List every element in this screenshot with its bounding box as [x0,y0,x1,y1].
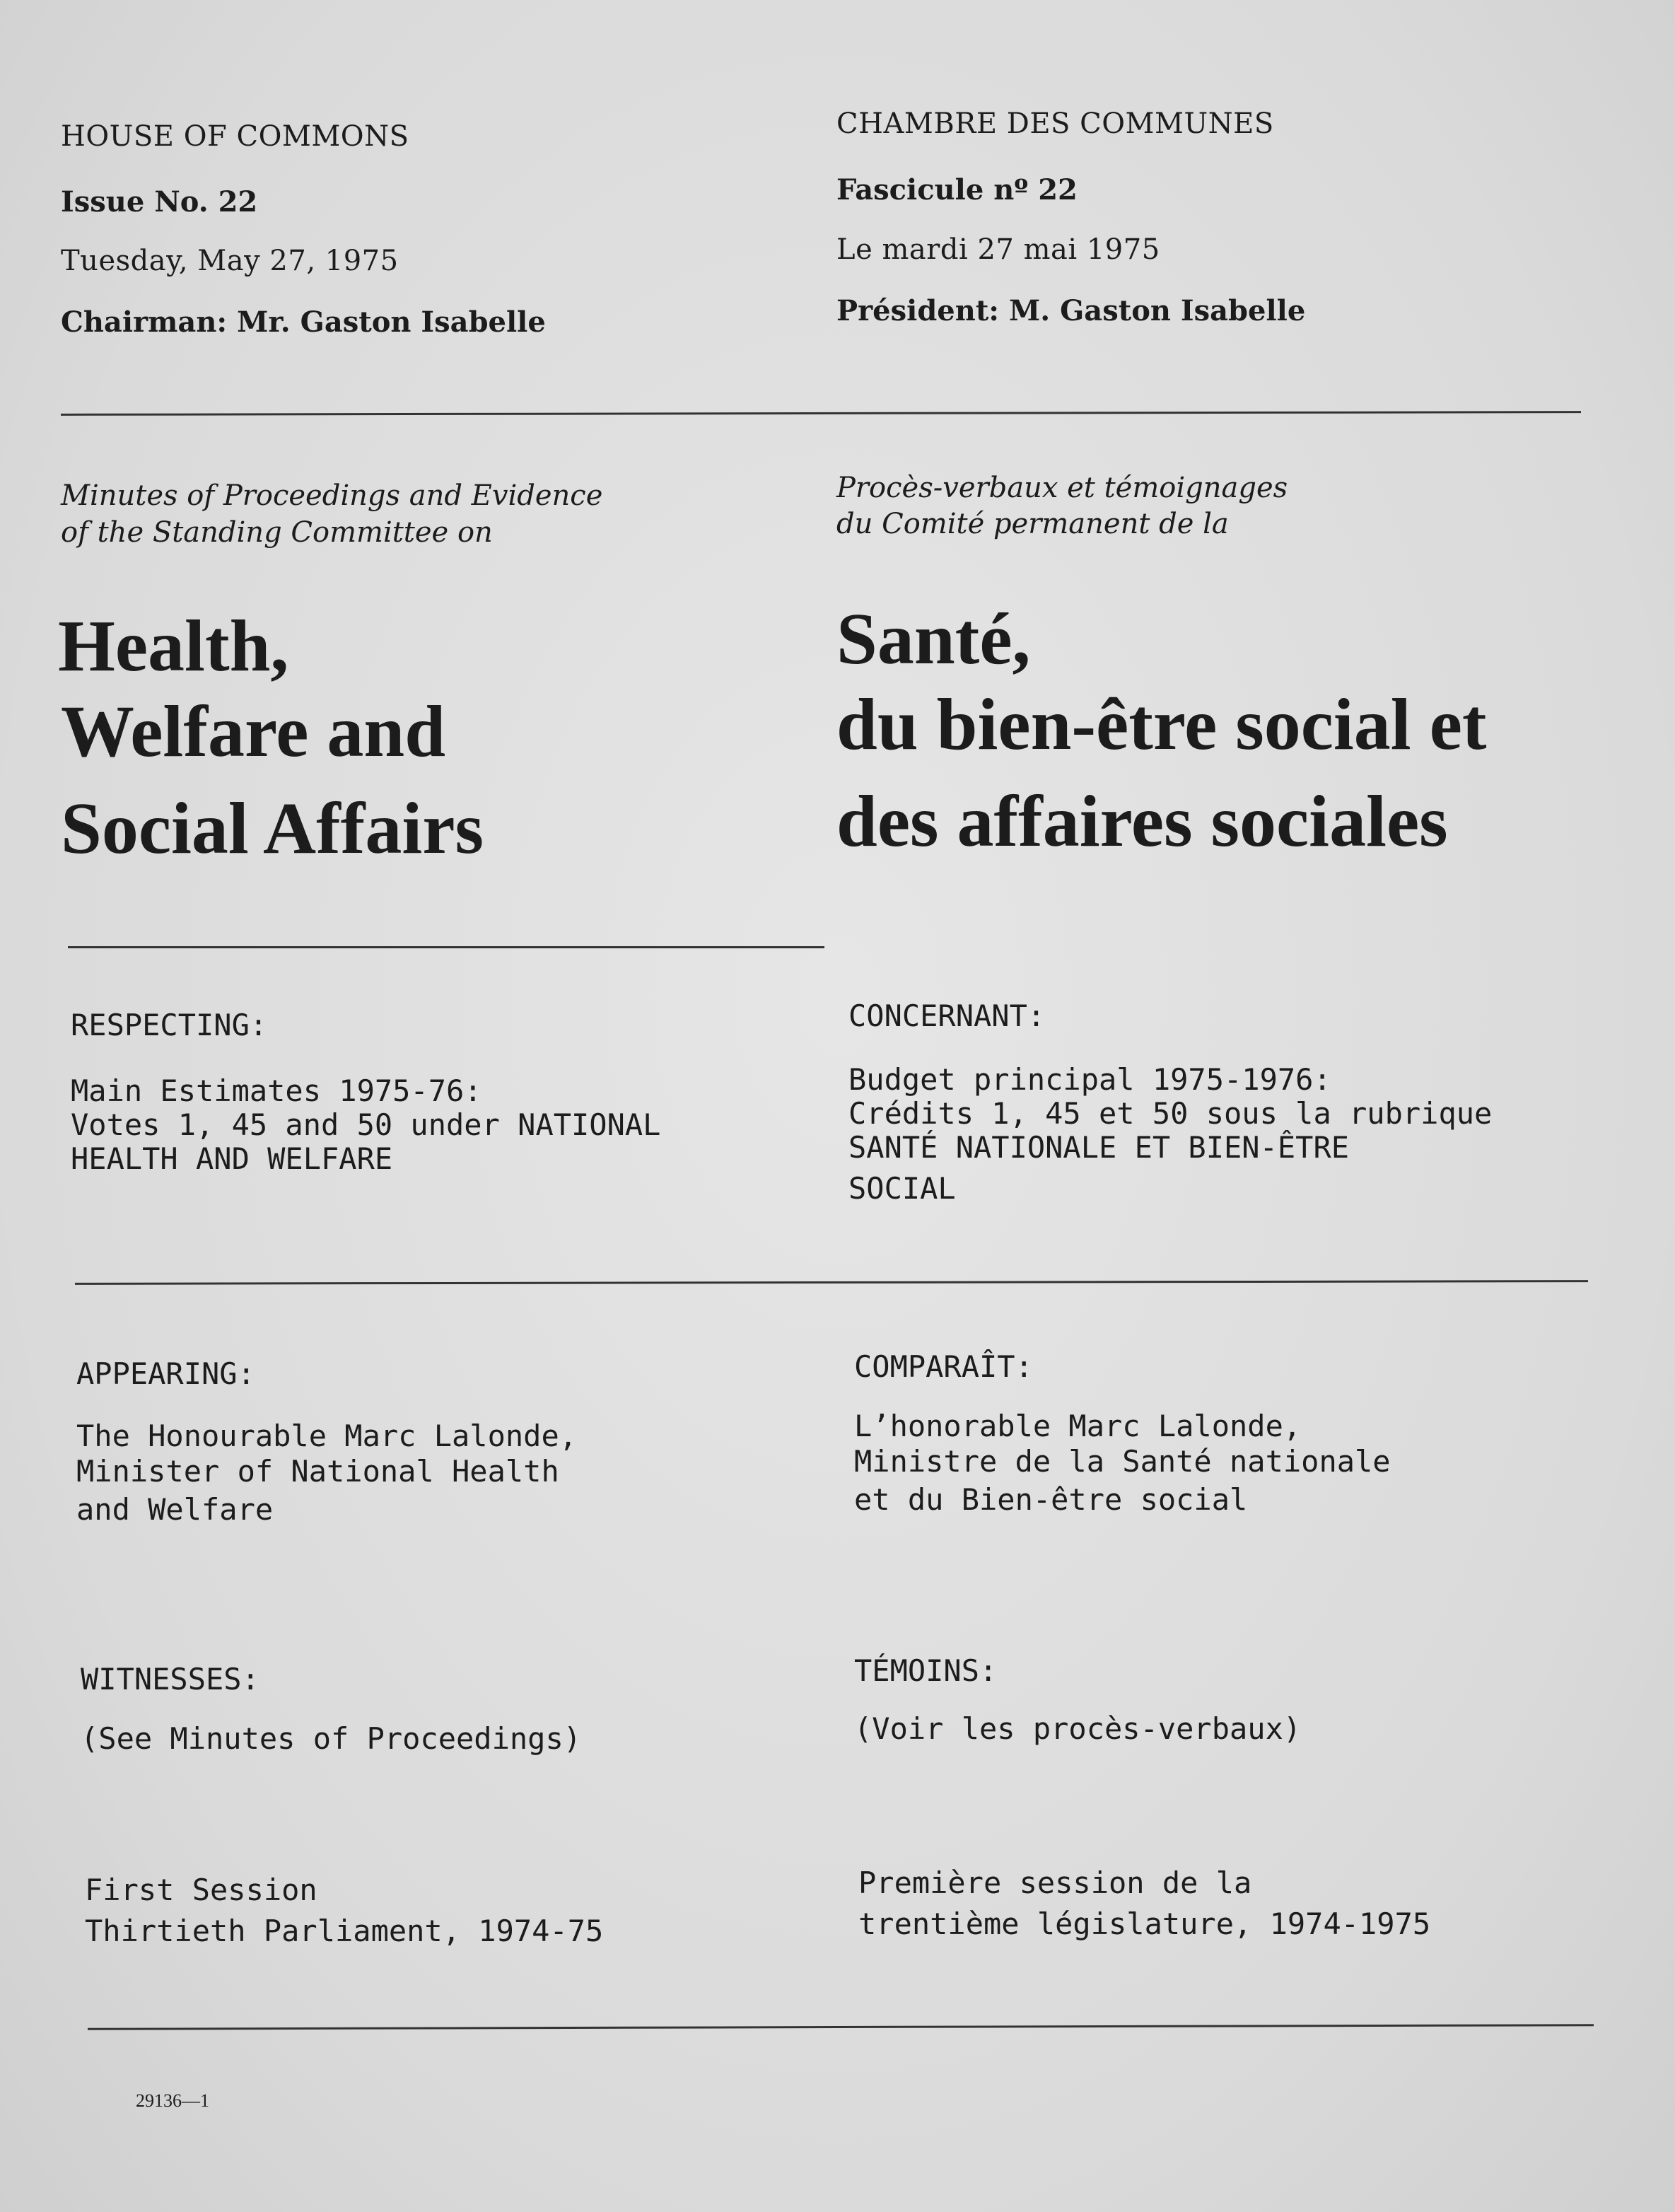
title-fr-line1: Santé, [836,598,1031,680]
issue-en: Issue No. 22 [61,185,258,219]
appearing-label-fr: COMPARAÎT: [854,1349,1033,1384]
witnesses-fr: (Voir les procès-verbaux) [854,1711,1302,1746]
minutes-fr-line1: Procès-verbaux et témoignages [836,472,1288,504]
respecting-en-line1: Main Estimates 1975-76: [71,1073,482,1108]
respecting-label-en: RESPECTING: [71,1008,268,1042]
appearing-fr-line2: Ministre de la Santé nationale [854,1444,1391,1479]
house-fr: CHAMBRE DES COMMUNES [836,107,1274,140]
title-fr-line3: des affaires sociales [836,781,1448,862]
appearing-en-line2: Minister of National Health [76,1454,559,1489]
appearing-label-en: APPEARING: [76,1356,255,1391]
issue-fr: Fascicule nº 22 [836,173,1078,206]
appearing-fr-line1: L’honorable Marc Lalonde, [854,1409,1302,1443]
respecting-fr-line1: Budget principal 1975-1976: [848,1062,1331,1097]
divider-1 [61,411,1581,416]
footer-code: 29136—1 [136,2090,209,2111]
session-en-line1: First Session [85,1873,317,1907]
date-en: Tuesday, May 27, 1975 [61,245,399,277]
minutes-en-line1: Minutes of Proceedings and Evidence [61,479,603,512]
minutes-en-line2: of the Standing Committee on [61,516,493,549]
witnesses-label-en: WITNESSES: [81,1662,259,1696]
title-fr-line2: du bien-être social et [836,684,1487,765]
respecting-en-line3: HEALTH AND WELFARE [71,1141,393,1176]
session-fr-line2: trentième législature, 1974-1975 [858,1907,1431,1941]
minutes-fr-line2: du Comité permanent de la [836,508,1229,540]
witnesses-label-fr: TÉMOINS: [854,1653,998,1688]
divider-2-left [68,946,824,948]
session-fr-line1: Première session de la [858,1865,1252,1900]
session-en-line2: Thirtieth Parliament, 1974-75 [85,1914,604,1948]
respecting-en-line2: Votes 1, 45 and 50 under NATIONAL [71,1107,661,1142]
respecting-fr-line2: Crédits 1, 45 et 50 sous la rubrique [848,1096,1493,1131]
appearing-fr-line3: et du Bien-être social [854,1482,1248,1517]
title-en-line2: Welfare and [61,691,446,772]
respecting-fr-line4: SOCIAL [848,1171,956,1206]
appearing-en-line1: The Honourable Marc Lalonde, [76,1419,578,1453]
house-en: HOUSE OF COMMONS [61,120,409,153]
divider-3 [75,1280,1588,1285]
respecting-label-fr: CONCERNANT: [848,999,1046,1033]
witnesses-en: (See Minutes of Proceedings) [81,1721,582,1756]
chairman-en: Chairman: Mr. Gaston Isabelle [61,305,546,339]
appearing-en-line3: and Welfare [76,1492,274,1527]
respecting-fr-line3: SANTÉ NATIONALE ET BIEN-ÊTRE [848,1130,1350,1165]
date-fr: Le mardi 27 mai 1975 [836,233,1160,266]
chairman-fr: Président: M. Gaston Isabelle [836,294,1306,327]
title-en-line3: Social Affairs [61,788,484,869]
title-en-line1: Health, [58,605,289,687]
divider-4 [88,2024,1594,2030]
